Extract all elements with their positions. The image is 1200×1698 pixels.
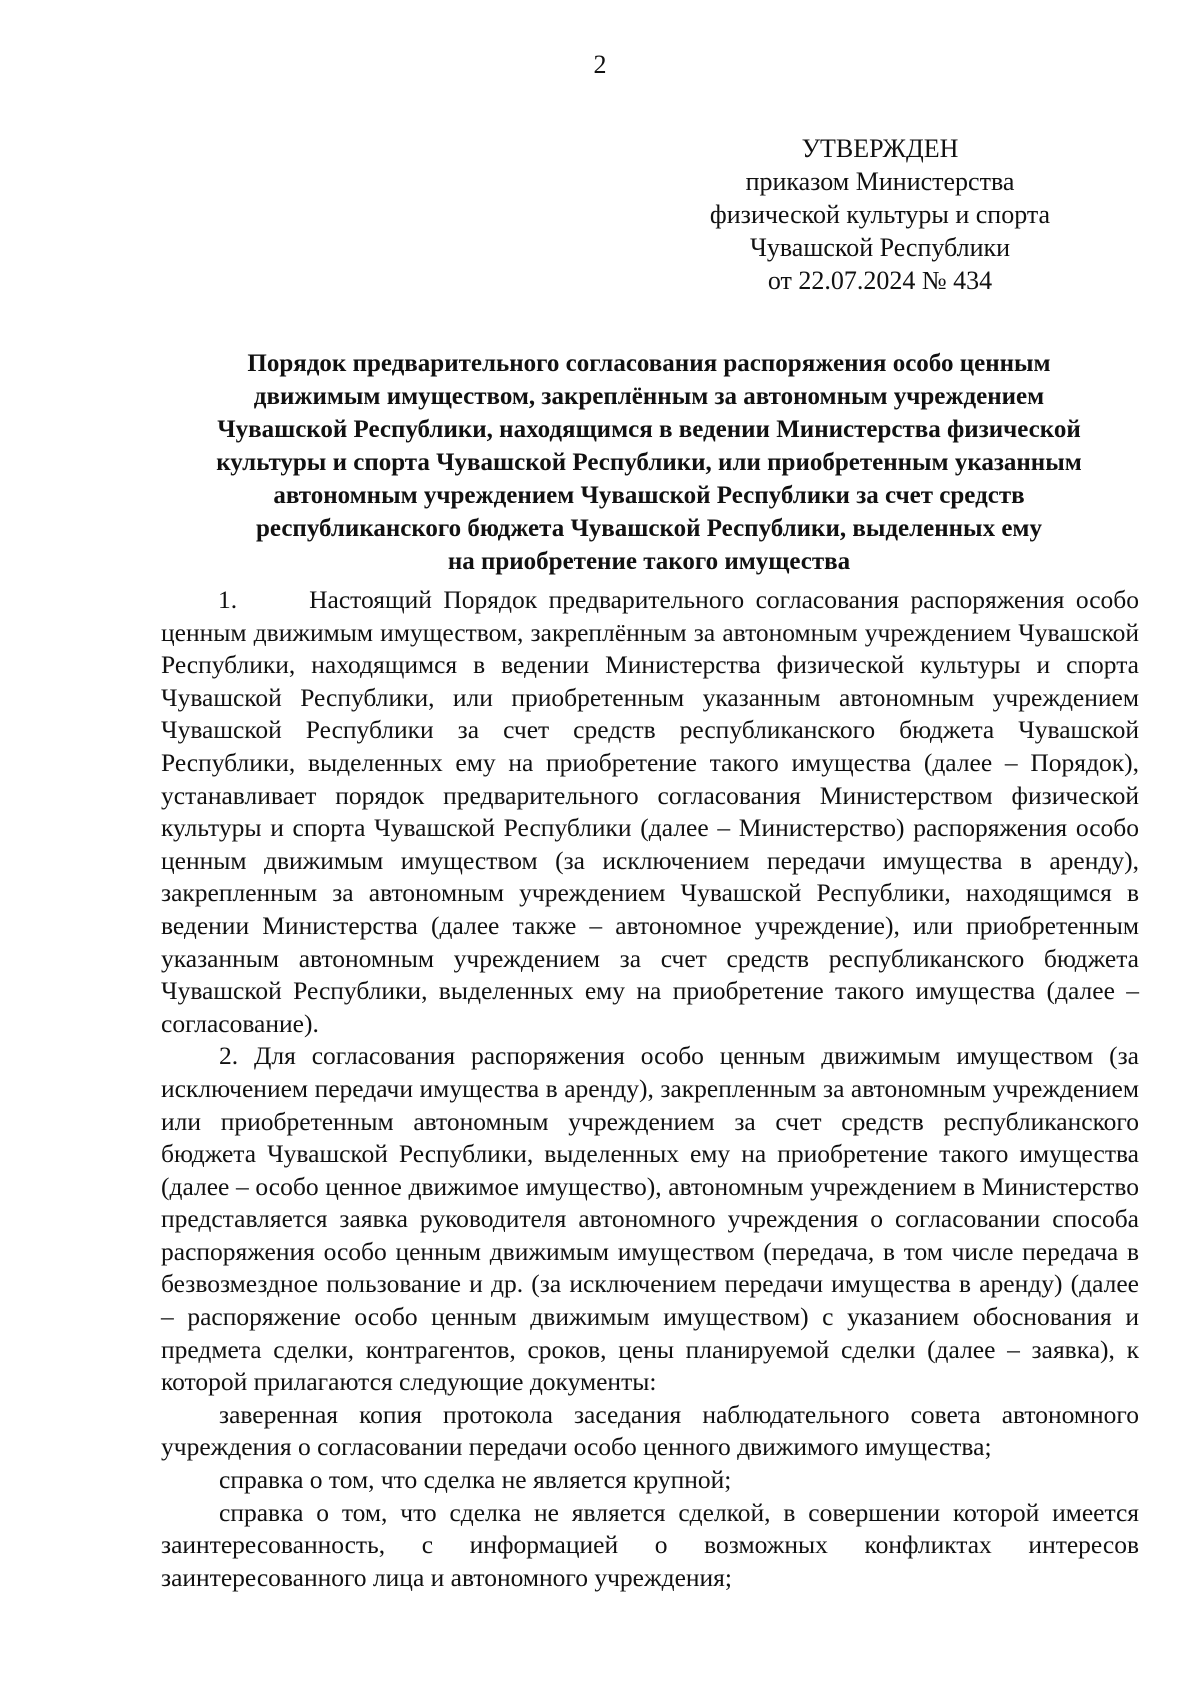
paragraph-3: заверенная копия протокола заседания наблюдательного совета автономного учреждения о согласовании передачи особо ценного движимого имущества; (161, 1399, 1139, 1462)
title-line: республиканского бюджета Чувашской Республики, выделенных ему (256, 515, 1042, 542)
approval-ministry-line: физической культуры и спорта (709, 200, 1051, 229)
paragraph-4: справка о том, что сделка не является крупной; (219, 1465, 732, 1495)
page-number: 2 (593, 50, 607, 79)
approval-republic-line: Чувашской Республики (749, 233, 1011, 262)
paragraph-1-text: Настоящий Порядок предварительного согласования распоряжения особо ценным движимым имуществом, закреплённым за автономным учреждением Чувашской Республики, находящимся в ведении Министерства физической культуры и спорта Чувашской Республики, или приобретенным указанным автономным учреждением Чувашской Республики за счет средств республиканского бюджета Чувашской Республики, выделенных ему на приобретение такого имущества (далее – Порядок), устанавливает порядок предварительного согласования Министерством физической культуры и спорта Чувашской Республики (далее – Министерство) распоряжения особо ценным движимым имуществом (за исключением передачи имущества в аренду), закрепленным за автономным учреждением Чувашской Республики, находящимся в ведении Министерства (далее также – автономное учреждение), или приобретенным указанным автономным учреждением за счет средств республиканского бюджета Чувашской Республики, выделенных ему на приобретение такого имущества (далее – согласование). (161, 585, 1139, 1038)
title-line: Чувашской Республики, находящимся в ведении Министерства физической (217, 416, 1081, 443)
paragraph-2: 2. Для согласования распоряжения особо ценным движимым имуществом (за исключением передачи имущества в аренду), закрепленным за автономным учреждением или приобретенным автономным учреждением за счет средств республиканского бюджета Чувашской Республики, выделенных ему на приобретение такого имущества (далее – особо ценное движимое имущество), автономным учреждением в Министерство представляется заявка руководителя автономного учреждения о согласовании способа распоряжения особо ценным движимым имуществом (передача, в том числе передача в безвозмездное пользование и др. (за исключением передачи имущества в аренду) (далее – распоряжение особо ценным движимым имуществом) с указанием обоснования и предмета сделки, контрагентов, сроков, цены планируемой сделки (далее – заявка), к которой прилагаются следующие документы: (161, 1041, 1139, 1397)
title-line: автономным учреждением Чувашской Республики за счет средств (273, 482, 1025, 509)
approval-order-line: приказом Министерства (745, 167, 1015, 196)
title-line: на приобретение такого имущества (447, 548, 851, 575)
paragraph-5: справка о том, что сделка не является сделкой, в совершении которой имеется заинтересованность, с информацией о возможных конфликтах интересов заинтересованного лица и автономного учреждения; (161, 1497, 1139, 1592)
document-body (161, 584, 1139, 1594)
document-title (160, 347, 1138, 578)
title-line: Порядок предварительного согласования распоряжения особо ценным (247, 350, 1051, 377)
paragraph-1-number: 1. (218, 585, 238, 614)
paragraph-1 (161, 584, 1139, 1040)
approval-date-line: от 22.07.2024 № 434 (767, 266, 993, 295)
approval-stamp (690, 132, 1070, 297)
title-line: движимым имуществом, закреплённым за автономным учреждением (253, 383, 1045, 410)
title-line: культуры и спорта Чувашской Республики, или приобретенным указанным (216, 449, 1082, 476)
approval-heading: УТВЕРЖДЕН (801, 134, 959, 163)
